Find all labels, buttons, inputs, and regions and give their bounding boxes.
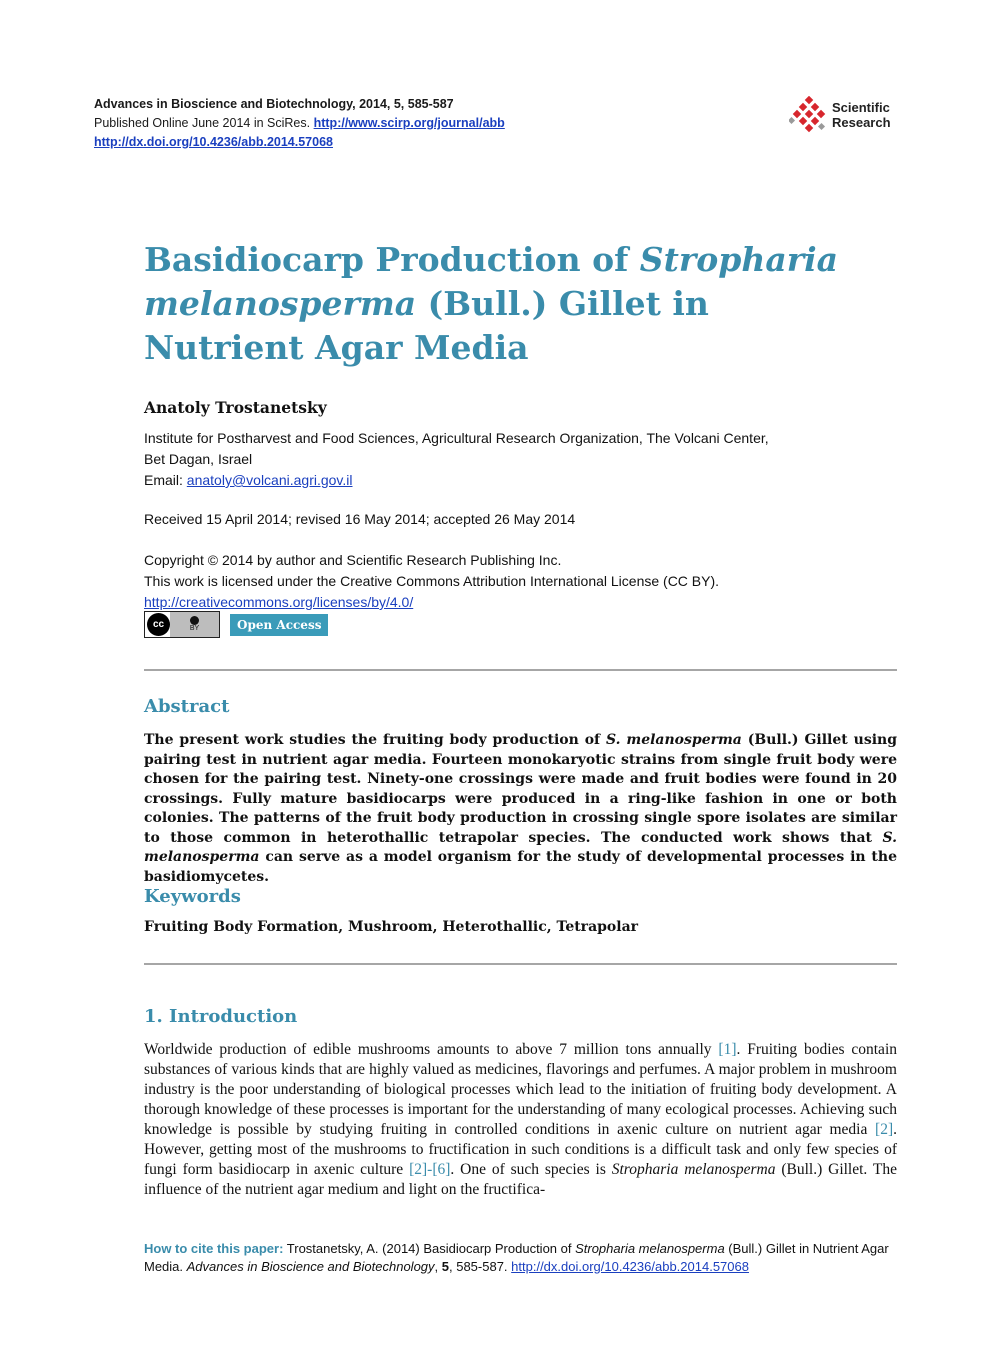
email-label: Email: [144, 472, 183, 488]
author-affiliation: Institute for Postharvest and Food Sciences, Agricultural Research Organization, The Volcani Center, Bet Dagan, Israel Email: anatoly@volcani.agri.gov.il [144, 430, 769, 488]
license-url-link[interactable]: http://creativecommons.org/licenses/by/4.0/ [144, 594, 414, 610]
introduction-body: Worldwide production of edible mushrooms amounts to above 7 million tons annually [1]. Fruiting bodies contain substances of various kinds that are highly valued as medicines, flavorings and perfumes. A major problem in mushroom industry is the poor understanding of biological processes which lead to the initiation of fruiting body development. A thorough knowledge of these processes is important for the understanding of many ecological processes. Achieving such knowledge is possible by studying fruiting in controlled conditions in axenic culture on nutrient agar media [2]. However, getting most of the mushrooms to fructification in such conditions is a difficult task and only few species of fungi form basidiocarp in axenic culture [2]-[6]. One of such species is Stropharia melanosperma (Bull.) Gillet. The influence of the nutrient agar medium and light on the fructifica- [144, 1041, 897, 1198]
license-badges [144, 611, 328, 638]
reference-link[interactable]: [1] [718, 1041, 737, 1058]
author-email-link[interactable]: anatoly@volcani.agri.gov.il [186, 472, 353, 488]
journal-header [94, 95, 505, 152]
cc-by-label: BY [189, 625, 200, 632]
keywords-heading: Keywords [144, 886, 241, 907]
copyright-notice: Copyright © 2014 by author and Scientific Research Publishing Inc. This work is licensed under the Creative Commons Attribution International License (CC BY). http://creativecommons.org/licenses/by/4.0/ [144, 552, 720, 610]
keywords-list: Fruiting Body Formation, Mushroom, Heterothallic, Tetrapolar [144, 919, 639, 935]
publisher-logo-text: Scientific Research [832, 100, 891, 130]
submission-dates: Received 15 April 2014; revised 16 May 2014; accepted 26 May 2014 [144, 511, 576, 527]
section-divider [144, 963, 897, 965]
journal-citation-line: Advances in Bioscience and Biotechnology, 2014, 5, 585-587 [94, 97, 454, 111]
citation-doi-link[interactable]: http://dx.doi.org/10.4236/abb.2014.57068 [511, 1259, 749, 1274]
cite-label: How to cite this paper: [144, 1241, 284, 1256]
published-online-text: Published Online June 2014 in SciRes. [94, 116, 311, 130]
scientific-research-logo-icon [789, 96, 831, 138]
author-name: Anatoly Trostanetsky [144, 398, 327, 417]
introduction-heading: 1. Introduction [144, 1006, 298, 1027]
publisher-logo [789, 96, 909, 136]
abstract-body: The present work studies the fruiting body production of S. melanosperma (Bull.) Gillet using pairing test in nutrient agar media. Fourteen monokaryotic strains from single fruit body were chosen for the pairing test. Ninety-one crossings were made and fruit bodies were found in 20 crossings. Fully mature basidiocarps were produced in a ring-like fashion in one or both colonies. The patterns of the fruit body production in crossing single spore isolates are similar to those common in heterothallic tetrapolar species. The conducted work shows that S. melanosperma can serve as a model organism for the study of developmental processes in the basidiomycetes. [144, 732, 898, 885]
paper-title: Basidiocarp Production of Stropharia melanosperma (Bull.) Gillet in Nutrient Agar Media [144, 240, 839, 367]
cc-by-badge[interactable] [144, 611, 220, 638]
abstract-heading: Abstract [144, 696, 230, 717]
how-to-cite: How to cite this paper: Trostanetsky, A. (2014) Basidiocarp Production of Stropharia melanosperma (Bull.) Gillet in Nutrient Agar Media. Advances in Bioscience and Biotechnology, 5, 585-587. http://dx.doi.org/10.4236/abb.2014.57068 [144, 1241, 889, 1274]
creative-commons-icon: cc [147, 613, 170, 636]
attribution-person-icon [190, 616, 199, 625]
open-access-badge: Open Access [230, 614, 328, 636]
doi-link[interactable]: http://dx.doi.org/10.4236/abb.2014.57068 [94, 135, 333, 149]
reference-link[interactable]: [2] [875, 1121, 894, 1138]
section-divider [144, 669, 897, 671]
journal-url-link[interactable]: http://www.scirp.org/journal/abb [313, 116, 505, 130]
reference-link[interactable]: [6] [432, 1161, 451, 1178]
reference-link[interactable]: [2] [409, 1161, 428, 1178]
